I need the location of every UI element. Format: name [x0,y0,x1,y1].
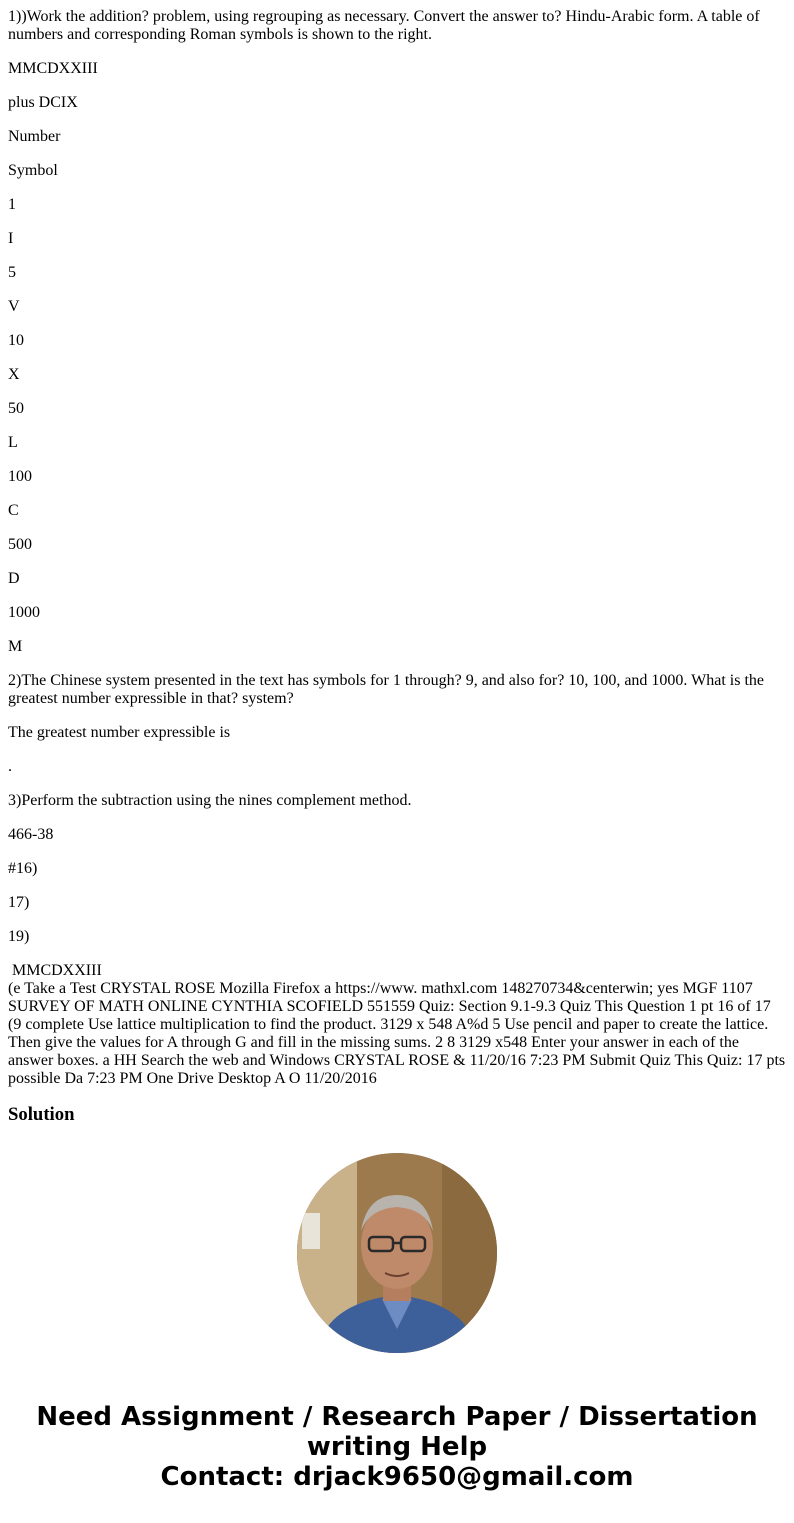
promo-banner [0,1402,794,1492]
roman-table [8,196,786,656]
question1-operand1: MMCDXXIII [8,60,98,77]
table-cell-number: 5 [8,264,16,281]
solution-heading: Solution [8,1104,75,1123]
table-cell-number: 100 [8,468,32,485]
operand-repeat: MMCDXXIII [8,962,102,979]
reference-19: 19) [8,928,30,945]
question2-prompt: 2)The Chinese system presented in the text has symbols for 1 through? 9, and also for? 10, 100, and 1000. What is the greatest number expressible in that? system? [8,672,764,707]
question3-expression: 466-38 [8,826,54,843]
table-cell-number: 50 [8,400,24,417]
table-cell-number: 1000 [8,604,40,621]
table-cell-number: 1 [8,196,16,213]
question2-answer-period: . [8,758,12,775]
promo-line-1: Need Assignment / Research Paper / Dissertation [36,1402,758,1432]
document-content [8,8,786,1123]
table-cell-number: 10 [8,332,24,349]
question2-answer-line: The greatest number expressible is [8,724,231,741]
table-cell-symbol: D [8,570,20,587]
table-cell-symbol: I [8,230,14,247]
question1-operand2: plus DCIX [8,94,78,111]
table-cell-number: 500 [8,536,32,553]
reference-16: #16) [8,860,38,877]
table-cell-symbol: C [8,502,19,519]
table-header-number: Number [8,128,61,145]
table-cell-symbol: X [8,366,20,383]
question1-prompt: 1))Work the addition? problem, using regrouping as necessary. Convert the answer to? Hindu-Arabic form. A table of numbers and corresponding Roman symbols is shown to the right. [8,8,760,43]
table-header-symbol: Symbol [8,162,58,179]
table-cell-symbol: L [8,434,18,451]
screenshot-ocr-text: (e Take a Test CRYSTAL ROSE Mozilla Firefox a https://www. mathxl.com 148270734&centerwin; yes MGF 1107 SURVEY OF MATH ONLINE CYNTHIA SCOFIELD 551559 Quiz: Section 9.1-9.3 Quiz This Question 1 pt 16 of 17 (9 complete Use lattice multiplication to find the product. 3129 x 548 A%d 5 Use pencil and paper to create the lattice. Then give the values for A through G and fill in the missing sums. 2 8 3129 x548 Enter your answer in each of the answer boxes. a HH Search the web and Windows CRYSTAL ROSE & 11/20/16 7:23 PM Submit Quiz This Quiz: 17 pts possible Da 7:23 PM One Drive Desktop A O 11/20/2016 [8,980,786,1087]
promo-line-2: writing Help [306,1432,488,1462]
question3-prompt: 3)Perform the subtraction using the nines complement method. [8,792,412,809]
table-cell-symbol: V [8,298,20,315]
reference-17: 17) [8,894,30,911]
promo-contact-line: Contact: drjack9650@gmail.com [160,1462,634,1492]
tutor-avatar [297,1153,497,1353]
tutor-photo-illustration [297,1153,497,1353]
table-cell-symbol: M [8,638,23,655]
